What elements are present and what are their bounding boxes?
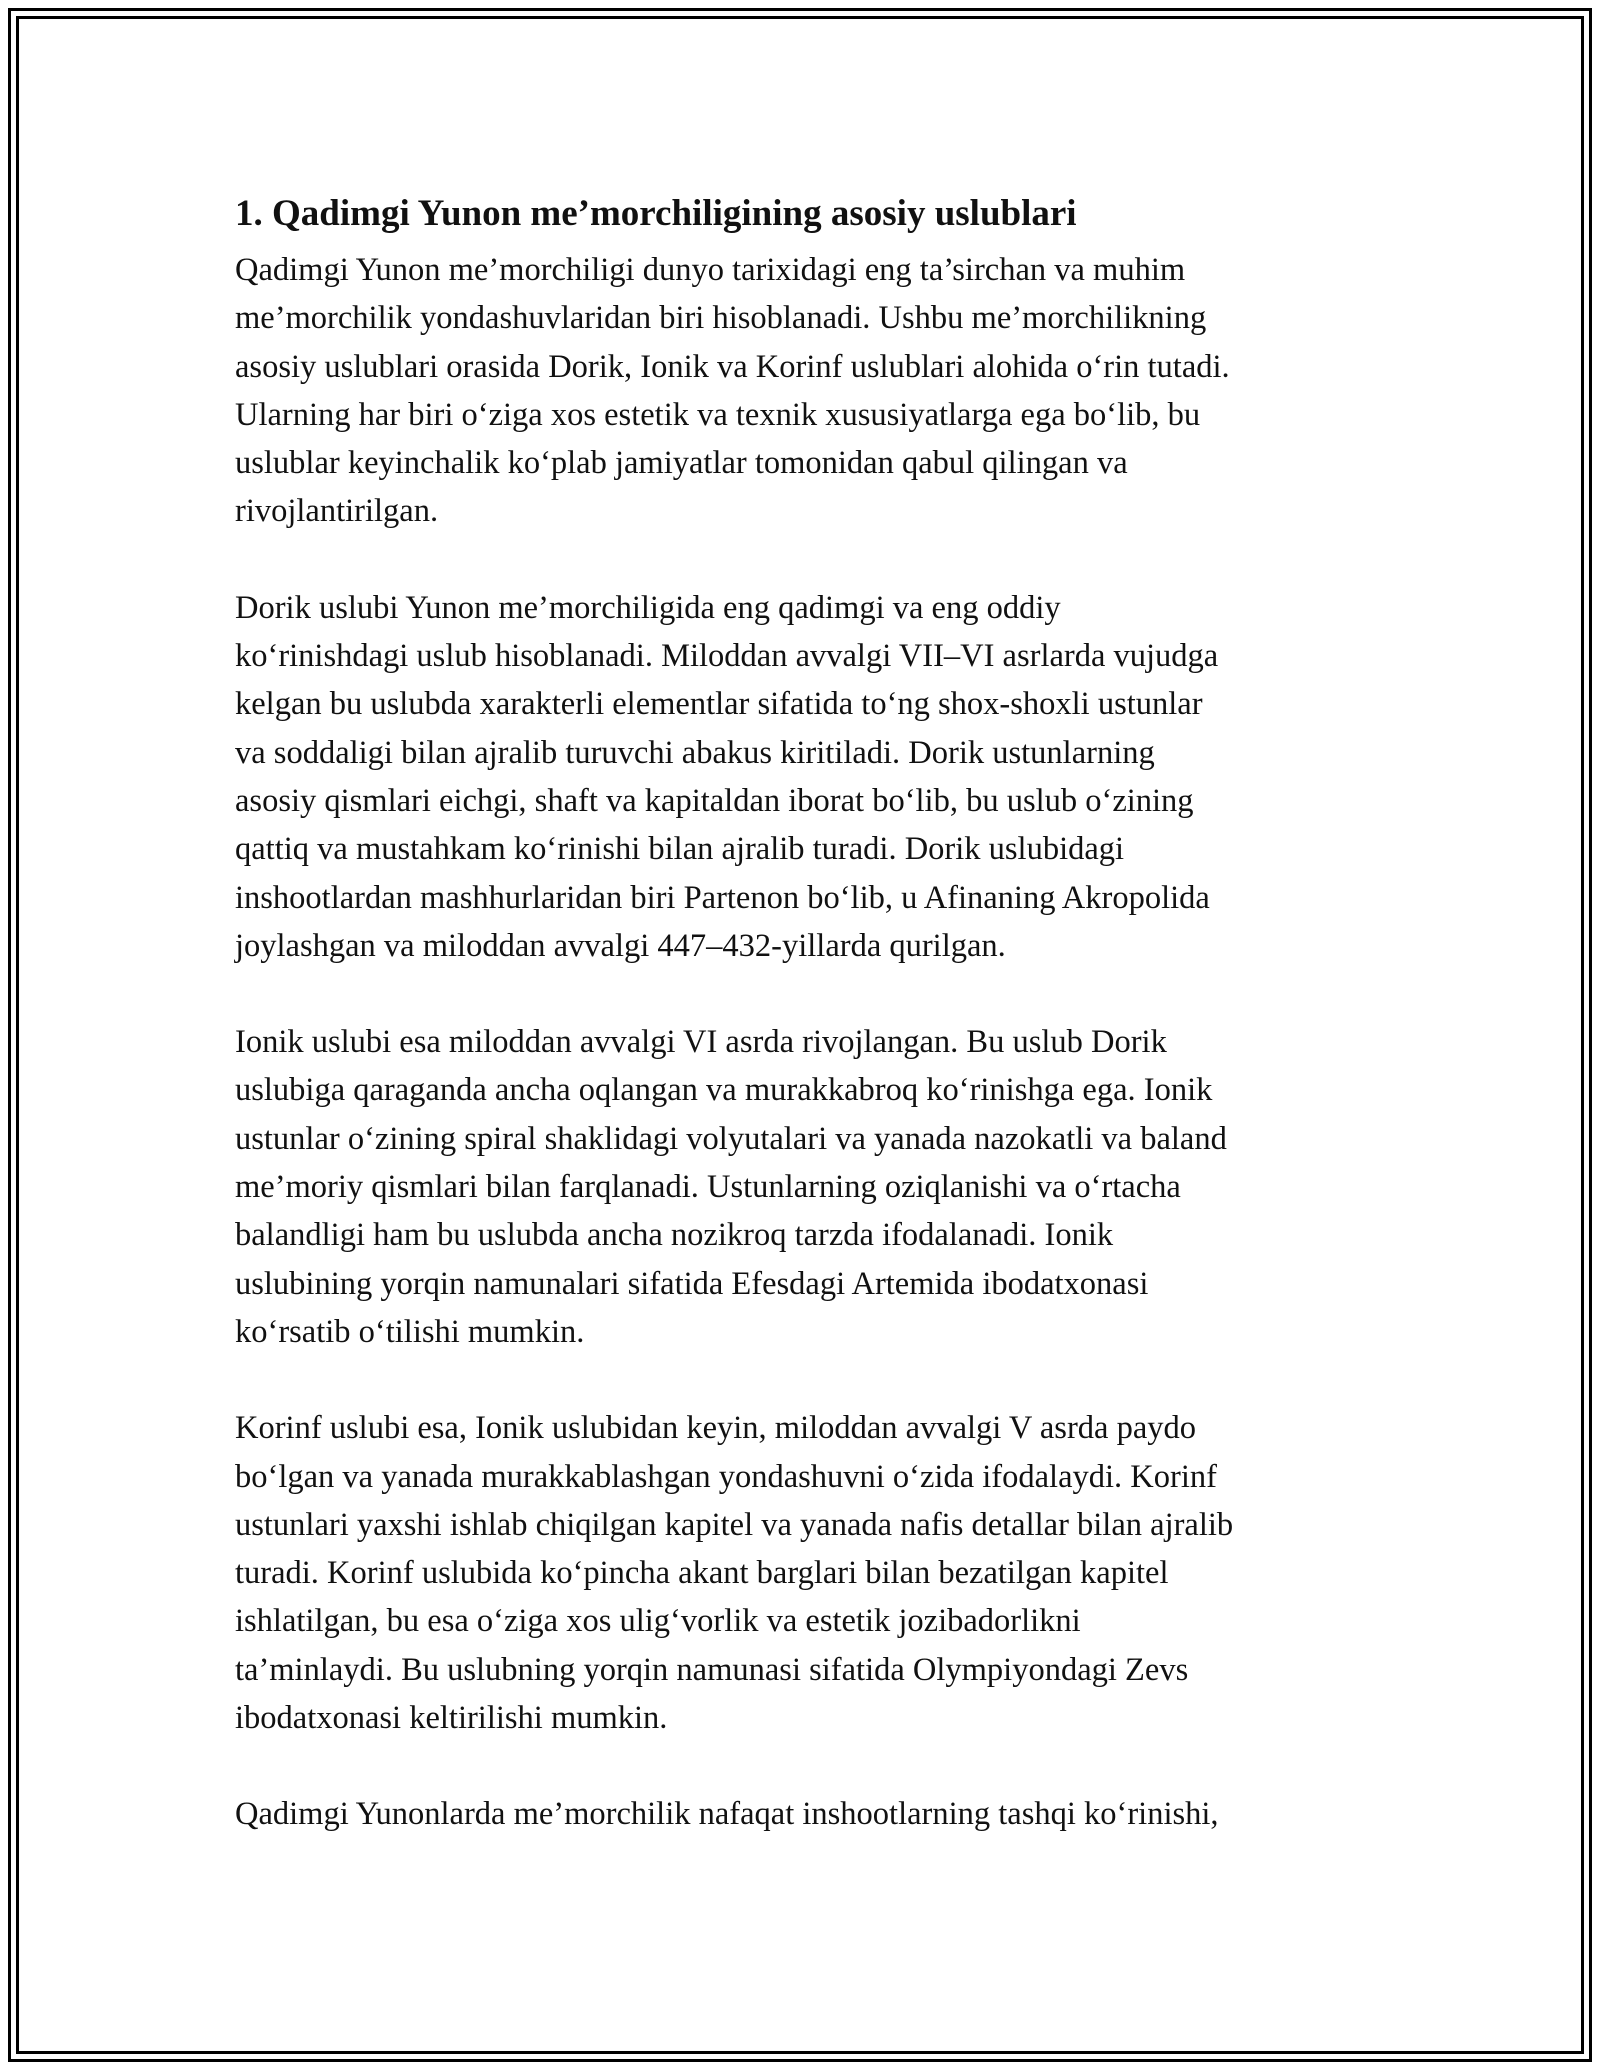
paragraph-line: Ionik uslubi esa miloddan avvalgi VI asrda rivojlangan. Bu uslub Dorik: [235, 1024, 1167, 1061]
paragraph-line: me’moriy qismlari bilan farqlanadi. Ustunlarning oziqlanishi va oʻrtacha: [235, 1169, 1181, 1206]
paragraph-line: ustunlar oʻzining spiral shaklidagi volyutalari va yanada nazokatli va baland: [235, 1120, 1227, 1157]
paragraph-line: va soddaligi bilan ajralib turuvchi abakus kiritiladi. Dorik ustunlarning: [235, 734, 1155, 771]
paragraph-line: inshootlardan mashhurlaridan biri Partenon boʻlib, u Afinaning Akropolida: [235, 879, 1210, 916]
section-heading: 1. Qadimgi Yunon me’morchiligining asosiy uslublari: [235, 193, 1077, 234]
paragraph-line: ta’minlaydi. Bu uslubning yorqin namunasi sifatida Olympiyondagi Zevs: [235, 1651, 1189, 1688]
paragraph-line: koʻrsatib oʻtilishi mumkin.: [235, 1313, 585, 1350]
paragraph-line: ustunlari yaxshi ishlab chiqilgan kapitel va yanada nafis detallar bilan ajralib: [235, 1506, 1234, 1543]
paragraph-line: joylashgan va miloddan avvalgi 447–432-yillarda qurilgan.: [235, 927, 1006, 964]
paragraph-line: balandligi ham bu uslubda ancha nozikroq tarzda ifodalanadi. Ionik: [235, 1217, 1114, 1254]
paragraph-line: qattiq va mustahkam koʻrinishi bilan ajralib turadi. Dorik uslubidagi: [235, 831, 1125, 868]
paragraph-line: me’morchilik yondashuvlaridan biri hisoblanadi. Ushbu me’morchilikning: [235, 300, 1207, 337]
paragraph: [235, 1018, 1375, 1356]
paragraph-list: [235, 246, 1375, 1839]
paragraph-line: Qadimgi Yunonlarda me’morchilik nafaqat inshootlarning tashqi koʻrinishi,: [235, 1796, 1219, 1833]
paragraph-line: koʻrinishdagi uslub hisoblanadi. Miloddan avvalgi VII–VI asrlarda vujudga: [235, 638, 1219, 675]
paragraph-line: Ularning har biri oʻziga xos estetik va texnik xususiyatlarga ega boʻlib, bu: [235, 396, 1201, 433]
paragraph-line: turadi. Korinf uslubida koʻpincha akant barglari bilan bezatilgan kapitel: [235, 1555, 1169, 1592]
paragraph-line: uslublar keyinchalik koʻplab jamiyatlar tomonidan qabul qilingan va: [235, 445, 1128, 482]
paragraph-line: uslubiga qaraganda ancha oqlangan va murakkabroq koʻrinishga ega. Ionik: [235, 1072, 1213, 1109]
paragraph-line: rivojlantirilgan.: [235, 493, 439, 530]
paragraph: [235, 584, 1375, 970]
paragraph-line: Korinf uslubi esa, Ionik uslubidan keyin, miloddan avvalgi V asrda paydo: [235, 1410, 1197, 1447]
paragraph: [235, 246, 1375, 536]
paragraph-line: Qadimgi Yunon me’morchiligi dunyo tarixidagi eng ta’sirchan va muhim: [235, 252, 1186, 288]
paragraph-line: boʻlgan va yanada murakkablashgan yondashuvni oʻzida ifodalaydi. Korinf: [235, 1458, 1217, 1495]
paragraph: [235, 1404, 1375, 1742]
paragraph-line: asosiy uslublari orasida Dorik, Ionik va Korinf uslublari alohida oʻrin tutadi.: [235, 348, 1230, 385]
paragraph-line: asosiy qismlari eichgi, shaft va kapitaldan iborat boʻlib, bu uslub oʻzining: [235, 782, 1194, 819]
paragraph-line: ishlatilgan, bu esa oʻziga xos uligʻvorlik va estetik jozibadorlikni: [235, 1603, 1081, 1640]
paragraph-line: kelgan bu uslubda xarakterli elementlar sifatida toʻng shox-shoxli ustunlar: [235, 686, 1203, 723]
paragraph-line: uslubining yorqin namunalari sifatida Efesdagi Artemida ibodatxonasi: [235, 1265, 1149, 1302]
paragraph-line: ibodatxonasi keltirilishi mumkin.: [235, 1700, 668, 1737]
paragraph-line: Dorik uslubi Yunon me’morchiligida eng qadimgi va eng oddiy: [235, 589, 1061, 626]
document-body: [235, 186, 1375, 1839]
paragraph: [235, 1790, 1375, 1838]
